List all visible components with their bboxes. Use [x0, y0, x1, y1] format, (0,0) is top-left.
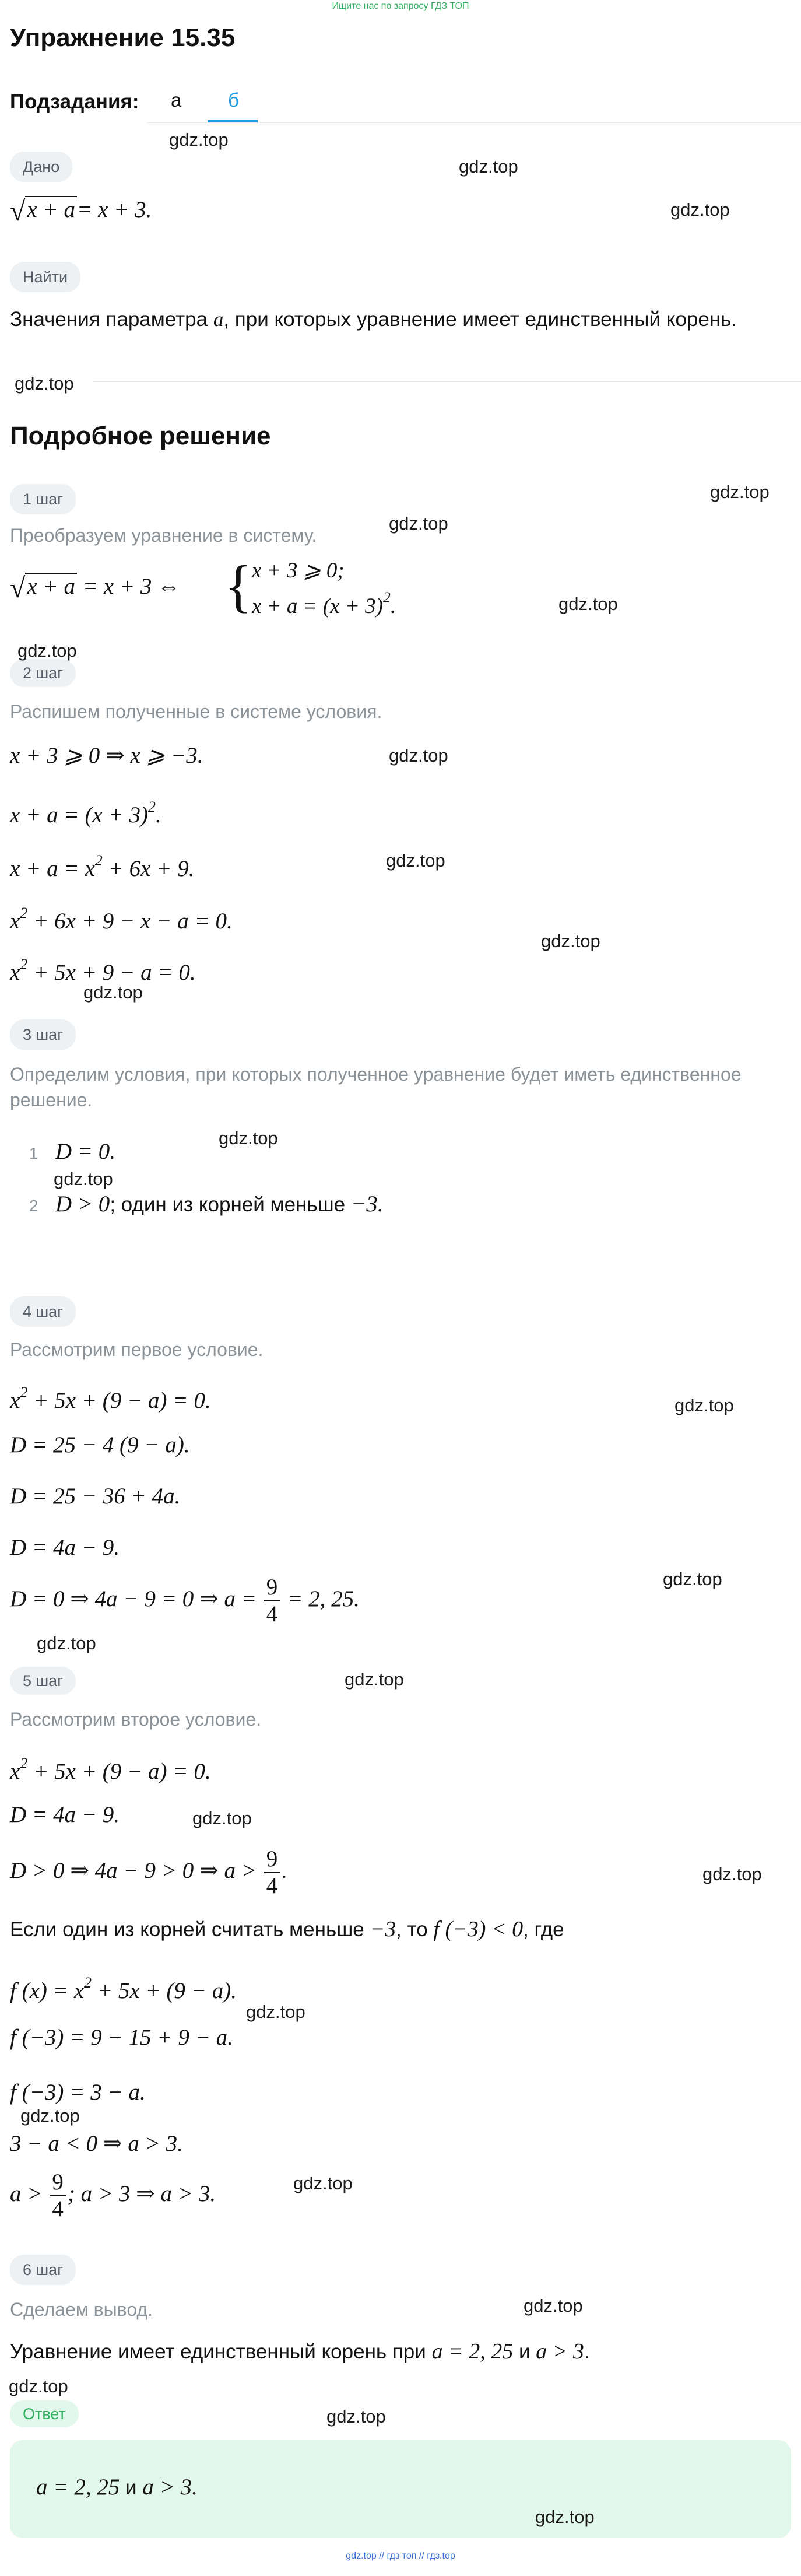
step4-line5: D = 0 ⇒ 4a − 9 = 0 ⇒ a = $\frac{9}{4}$ = 2, 25. [10, 1575, 360, 1627]
step5-desc: Рассмотрим второе условие. [10, 1709, 262, 1730]
top-banner: Ищите нас по запросу ГДЗ ТОП [332, 1, 469, 11]
given-equation: √x + a= x + 3. [10, 196, 152, 227]
step2-badge: 2 шаг [10, 659, 76, 687]
watermark: gdz.top [710, 482, 770, 502]
subtasks-label: Подзадания: [10, 90, 139, 113]
tab-a[interactable]: а [171, 89, 182, 111]
watermark: gdz.top [293, 2173, 353, 2193]
footer: gdz.top // гдз топ // гдз.top [346, 2551, 455, 2561]
step5-line6: f (−3) = 3 − a. [10, 2080, 146, 2105]
watermark: gdz.top [169, 129, 229, 150]
tab-b[interactable]: б [228, 89, 239, 111]
step2-desc: Распишем полученные в системе условия. [10, 701, 382, 722]
watermark: gdz.top [541, 931, 600, 951]
watermark: gdz.top [37, 1633, 96, 1653]
section-divider [93, 381, 801, 382]
watermark: gdz.top [558, 594, 618, 614]
step1-desc: Преобразуем уравнение в систему. [10, 525, 317, 546]
step4-line2: D = 25 − 4 (9 − a). [10, 1432, 190, 1457]
step2-line4: $x^2 + 6x + 9 - x - a = 0$. [10, 905, 233, 934]
step6-desc: Сделаем вывод. [10, 2299, 153, 2320]
step5-line1: $x^2 + 5x + (9 - a) = 0$. [10, 1755, 211, 1784]
step5-line8: a > $\frac{9}{4}$ ; a > 3 ⇒ a > 3. [10, 2170, 216, 2221]
step5-line7: 3 − a < 0 ⇒ a > 3. [10, 2131, 183, 2156]
watermark: gdz.top [386, 850, 445, 871]
watermark: gdz.top [535, 2507, 595, 2527]
step5-line4: f $(x) = x^2 + 5x + (9 - a)$. [10, 1974, 237, 2003]
step3-item2: 2 D > 0; один из корней меньше −3. [29, 1191, 384, 1217]
watermark: gdz.top [20, 2105, 80, 2126]
step3-badge: 3 шаг [10, 1019, 76, 1050]
watermark: gdz.top [17, 640, 77, 661]
watermark: gdz.top [345, 1669, 404, 1690]
find-text: Значения параметра a, при которых уравнение имеет единственный корень. [10, 308, 737, 331]
watermark: gdz.top [389, 513, 448, 534]
tabs-divider [147, 122, 801, 123]
step4-badge: 4 шаг [10, 1296, 76, 1327]
step4-desc: Рассмотрим первое условие. [10, 1339, 264, 1360]
step5-badge: 5 шаг [10, 1667, 76, 1695]
page-title: Упражнение 15.35 [10, 23, 236, 52]
step5-line2: D = 4a − 9. [10, 1802, 120, 1827]
watermark: gdz.top [670, 199, 730, 220]
watermark: gdz.top [702, 1864, 762, 1884]
step2-line5: $x^2 + 5x + 9 - a = 0$. [10, 956, 196, 985]
answer-badge: Ответ [10, 2400, 79, 2427]
step5-line3: D > 0 ⇒ 4a − 9 > 0 ⇒ a > $\frac{9}{4}$ . [10, 1846, 288, 1898]
watermark: gdz.top [246, 2002, 305, 2022]
watermark: gdz.top [389, 745, 448, 766]
step2-line3: $x + a = x^2 + 6x + 9$. [10, 852, 195, 881]
answer-text: a = 2, 25 и a > 3. [36, 2475, 198, 2500]
step1-system-line2: $x + a = (x + 3)^2$. [252, 589, 396, 618]
step1-badge: 1 шаг [10, 484, 76, 514]
step1-system-brace: { [224, 553, 252, 618]
watermark: gdz.top [459, 156, 518, 177]
step6-text: Уравнение имеет единственный корень при a = 2, 25 и a > 3. [10, 2339, 590, 2364]
step4-line1: $x^2 + 5x + (9 - a) = 0$. [10, 1384, 211, 1413]
step5-text: Если один из корней считать меньше −3, то f (−3) < 0, где [10, 1917, 564, 1941]
step5-line5: f (−3) = 9 − 15 + 9 − a. [10, 2025, 233, 2050]
step1-system-line1: x + 3 ⩾ 0; [252, 559, 345, 583]
watermark: gdz.top [674, 1395, 734, 1415]
step6-badge: 6 шаг [10, 2255, 76, 2285]
solution-title: Подробное решение [10, 422, 271, 450]
find-badge: Найти [10, 262, 80, 292]
step2-line1: x + 3 ⩾ 0 ⇒ x ⩾ −3. [10, 743, 203, 768]
step3-item1: 1 D = 0. [29, 1139, 116, 1164]
watermark: gdz.top [663, 1569, 722, 1589]
step4-line4: D = 4a − 9. [10, 1535, 120, 1560]
step4-line3: D = 25 − 36 + 4a. [10, 1484, 181, 1509]
watermark: gdz.top [326, 2406, 386, 2427]
watermark: gdz.top [83, 982, 143, 1003]
watermark: gdz.top [219, 1128, 278, 1148]
given-badge: Дано [10, 152, 72, 182]
watermark: gdz.top [15, 373, 74, 394]
watermark: gdz.top [524, 2295, 583, 2316]
watermark: gdz.top [54, 1169, 113, 1189]
step3-desc: Определим условия, при которых полученное уравнение будет иметь единственное решение. [10, 1064, 742, 1110]
step2-line2: $x + a = (x + 3)^2$. [10, 798, 161, 828]
watermark: gdz.top [9, 2376, 68, 2396]
watermark: gdz.top [192, 1808, 252, 1828]
step1-equation: √x + a = x + 3 ⇔ [10, 573, 181, 604]
